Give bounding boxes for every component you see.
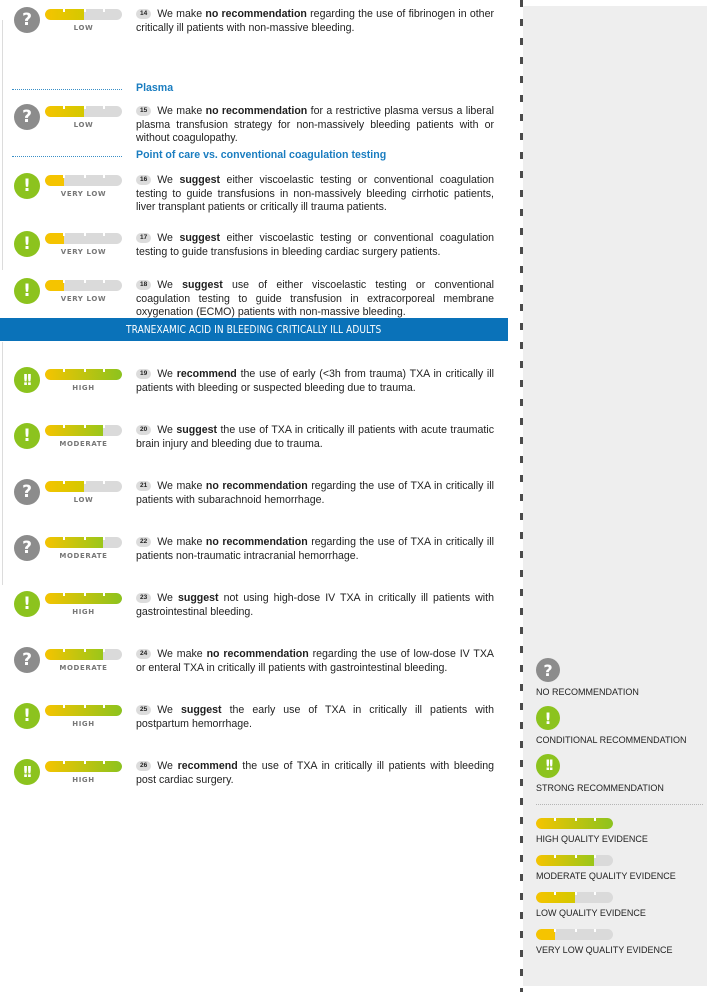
evidence-grade-label: HIGH bbox=[72, 776, 95, 784]
evidence-bar-fill bbox=[45, 649, 103, 660]
evidence-bar-fill bbox=[45, 537, 103, 548]
bar-notch bbox=[554, 818, 556, 821]
recommendation-number: 22 bbox=[136, 537, 151, 547]
bar-notch bbox=[63, 705, 65, 708]
bar-notch bbox=[84, 175, 86, 178]
recommendation-text bbox=[136, 760, 494, 787]
evidence-bar bbox=[536, 929, 613, 940]
bar-notch bbox=[63, 481, 65, 484]
bar-notch bbox=[63, 593, 65, 596]
bar-notch bbox=[84, 593, 86, 596]
evidence-bar bbox=[45, 175, 122, 186]
text-pre: We bbox=[157, 592, 178, 604]
question-icon: ? bbox=[14, 104, 40, 130]
bar-notch bbox=[575, 929, 577, 932]
evidence-bar bbox=[45, 761, 122, 772]
evidence-bar bbox=[45, 481, 122, 492]
text-pre: We bbox=[157, 174, 180, 186]
bar-notch bbox=[554, 892, 556, 895]
double-exclamation-icon: !! bbox=[14, 367, 40, 393]
text-strength: recommend bbox=[176, 368, 237, 380]
bar-notch bbox=[594, 892, 596, 895]
legend-label: LOW QUALITY EVIDENCE bbox=[536, 908, 646, 918]
legend-label: NO RECOMMENDATION bbox=[536, 687, 639, 697]
recommendation-text bbox=[136, 174, 494, 215]
bar-notch bbox=[63, 425, 65, 428]
evidence-grade-label: MODERATE bbox=[59, 552, 108, 560]
recommendation-number: 16 bbox=[136, 175, 151, 185]
text-pre: We make bbox=[157, 105, 206, 117]
section-header-tranexamic-acid bbox=[0, 318, 508, 341]
bar-notch bbox=[103, 280, 105, 283]
evidence-bar-fill bbox=[536, 929, 555, 940]
bar-notch bbox=[84, 280, 86, 283]
left-rule bbox=[2, 20, 3, 270]
text-strength: suggest bbox=[179, 232, 221, 244]
bar-notch bbox=[63, 649, 65, 652]
text-pre: We make bbox=[157, 480, 206, 492]
double-exclamation-icon: !! bbox=[14, 759, 40, 785]
evidence-grade-label: LOW bbox=[73, 121, 94, 129]
legend-divider bbox=[536, 804, 703, 805]
legend-panel bbox=[523, 6, 707, 986]
bar-notch bbox=[63, 537, 65, 540]
text-post: regarding the use of TXA in critically ill patients with subarachnoid hemorrhage. bbox=[136, 480, 494, 506]
recommendation-number: 21 bbox=[136, 481, 151, 491]
evidence-grade-label: HIGH bbox=[72, 608, 95, 616]
legend-label: MODERATE QUALITY EVIDENCE bbox=[536, 871, 676, 881]
evidence-grade-label: HIGH bbox=[72, 720, 95, 728]
evidence-bar bbox=[45, 537, 122, 548]
recommendation-text bbox=[136, 648, 494, 675]
text-strength: suggest bbox=[182, 279, 223, 291]
bar-notch bbox=[554, 929, 556, 932]
text-post: use of either viscoelastic testing or conventional coagulation testing to guide transfusion in extracorporeal membrane oxygenation (ECMO) patients with non-massive bleeding. bbox=[136, 279, 494, 319]
question-icon: ? bbox=[14, 7, 40, 33]
text-post: regarding the use of TXA in critically ill patients non-traumatic intracranial hemorrhage. bbox=[136, 536, 494, 562]
text-post: regarding the use of fibrinogen in other critically ill patients with non-massive bleeding. bbox=[136, 8, 494, 34]
recommendation-number: 26 bbox=[136, 761, 151, 771]
evidence-bar bbox=[45, 9, 122, 20]
text-pre: We bbox=[157, 704, 181, 716]
evidence-bar-fill bbox=[45, 280, 64, 291]
legend-label: STRONG RECOMMENDATION bbox=[536, 783, 664, 793]
text-strength: no recommendation bbox=[205, 536, 308, 548]
bar-notch bbox=[103, 175, 105, 178]
text-pre: We make bbox=[157, 536, 206, 548]
recommendation-number: 15 bbox=[136, 106, 151, 116]
text-strength: recommend bbox=[177, 760, 238, 772]
bar-notch bbox=[63, 175, 65, 178]
evidence-bar bbox=[45, 106, 122, 117]
bar-notch bbox=[84, 106, 86, 109]
evidence-bar bbox=[536, 892, 613, 903]
subhead-plasma: Plasma bbox=[136, 82, 174, 94]
text-post: either viscoelastic testing or conventional coagulation testing to guide transfusions in non-massively bleeding cirrhotic patients, liver transplant patients or critically ill trauma patients. bbox=[136, 174, 494, 214]
text-post: for a restrictive plasma versus a liberal plasma transfusion strategy for non-massively bleeding patients with or without coagulopathy. bbox=[136, 105, 494, 145]
legend-label: HIGH QUALITY EVIDENCE bbox=[536, 834, 648, 844]
bar-notch bbox=[103, 537, 105, 540]
recommendation-text bbox=[136, 232, 494, 259]
recommendation-number: 14 bbox=[136, 9, 151, 19]
bar-notch bbox=[63, 761, 65, 764]
text-strength: suggest bbox=[180, 704, 222, 716]
evidence-grade-label: HIGH bbox=[72, 384, 95, 392]
question-icon: ? bbox=[536, 658, 560, 682]
bar-notch bbox=[63, 233, 65, 236]
recommendation-text bbox=[136, 368, 494, 395]
bar-notch bbox=[84, 425, 86, 428]
recommendation-number: 20 bbox=[136, 425, 151, 435]
subhead-point-of-care: Point of care vs. conventional coagulation testing bbox=[136, 149, 387, 161]
evidence-bar bbox=[45, 369, 122, 380]
bar-notch bbox=[103, 369, 105, 372]
evidence-bar-fill bbox=[45, 425, 103, 436]
evidence-bar-fill bbox=[45, 175, 64, 186]
recommendation-number: 23 bbox=[136, 593, 151, 603]
recommendation-text bbox=[136, 480, 494, 507]
exclamation-icon: ! bbox=[14, 703, 40, 729]
recommendation-text bbox=[136, 105, 494, 146]
text-post: the early use of TXA in critically ill patients with postpartum hemorrhage. bbox=[136, 704, 494, 730]
bar-notch bbox=[594, 818, 596, 821]
evidence-grade-label: VERY LOW bbox=[60, 190, 107, 198]
bar-notch bbox=[84, 481, 86, 484]
double-exclamation-icon: !! bbox=[536, 754, 560, 778]
bar-notch bbox=[84, 649, 86, 652]
recommendation-text bbox=[136, 8, 494, 35]
bar-notch bbox=[103, 705, 105, 708]
recommendation-number: 17 bbox=[136, 233, 151, 243]
evidence-bar-fill bbox=[45, 233, 64, 244]
bar-notch bbox=[84, 705, 86, 708]
evidence-bar bbox=[45, 425, 122, 436]
bar-notch bbox=[63, 280, 65, 283]
recommendation-number: 19 bbox=[136, 369, 151, 379]
exclamation-icon: ! bbox=[14, 423, 40, 449]
text-pre: We bbox=[157, 279, 183, 291]
bar-notch bbox=[103, 481, 105, 484]
question-icon: ? bbox=[14, 647, 40, 673]
text-strength: suggest bbox=[179, 174, 221, 186]
text-strength: no recommendation bbox=[205, 480, 308, 492]
exclamation-icon: ! bbox=[14, 278, 40, 304]
text-pre: We bbox=[157, 368, 177, 380]
question-icon: ? bbox=[14, 535, 40, 561]
bar-notch bbox=[84, 537, 86, 540]
evidence-grade-label: VERY LOW bbox=[60, 295, 107, 303]
legend-cond bbox=[536, 706, 687, 745]
text-strength: suggest bbox=[177, 592, 219, 604]
recommendation-number: 25 bbox=[136, 705, 151, 715]
bar-notch bbox=[103, 761, 105, 764]
evidence-grade-label: MODERATE bbox=[59, 440, 108, 448]
bar-notch bbox=[103, 9, 105, 12]
text-strength: no recommendation bbox=[205, 105, 308, 117]
subhead-divider bbox=[12, 156, 122, 157]
bar-notch bbox=[103, 106, 105, 109]
bar-notch bbox=[63, 106, 65, 109]
legend-none bbox=[536, 658, 639, 697]
bar-notch bbox=[63, 369, 65, 372]
legend-evidence-level bbox=[536, 855, 676, 881]
evidence-bar bbox=[45, 705, 122, 716]
legend-evidence-level bbox=[536, 929, 673, 955]
evidence-bar bbox=[45, 593, 122, 604]
exclamation-icon: ! bbox=[14, 173, 40, 199]
legend-evidence-level bbox=[536, 892, 646, 918]
recommendation-text bbox=[136, 536, 494, 563]
recommendation-number: 24 bbox=[136, 649, 151, 659]
subhead-divider bbox=[12, 89, 122, 90]
bar-notch bbox=[84, 369, 86, 372]
evidence-bar bbox=[536, 818, 613, 829]
evidence-grade-label: VERY LOW bbox=[60, 248, 107, 256]
evidence-bar bbox=[45, 233, 122, 244]
text-strength: no recommendation bbox=[206, 648, 309, 660]
bar-notch bbox=[103, 649, 105, 652]
bar-notch bbox=[594, 929, 596, 932]
bar-notch bbox=[63, 9, 65, 12]
bar-notch bbox=[103, 425, 105, 428]
legend-evidence-level bbox=[536, 818, 648, 844]
recommendation-text bbox=[136, 704, 494, 731]
legend-label: CONDITIONAL RECOMMENDATION bbox=[536, 735, 687, 745]
text-pre: We make bbox=[157, 8, 206, 20]
text-post: the use of early (<3h from trauma) TXA in critically ill patients with bleeding or suspected bleeding due to trauma. bbox=[136, 368, 494, 394]
legend-label: VERY LOW QUALITY EVIDENCE bbox=[536, 945, 673, 955]
text-pre: We bbox=[157, 232, 180, 244]
bar-notch bbox=[84, 9, 86, 12]
bar-notch bbox=[594, 855, 596, 858]
evidence-grade-label: MODERATE bbox=[59, 664, 108, 672]
legend-strong bbox=[536, 754, 664, 793]
bar-notch bbox=[575, 855, 577, 858]
text-post: not using high-dose IV TXA in critically ill patients with gastrointestinal bleeding. bbox=[136, 592, 494, 618]
evidence-bar bbox=[536, 855, 613, 866]
bar-notch bbox=[84, 233, 86, 236]
bar-notch bbox=[575, 892, 577, 895]
text-post: regarding the use of low-dose IV TXA or enteral TXA in critically ill patients with gastrointestinal bleeding. bbox=[136, 648, 495, 674]
evidence-grade-label: LOW bbox=[73, 24, 94, 32]
text-pre: We bbox=[157, 760, 178, 772]
text-strength: suggest bbox=[176, 424, 218, 436]
left-rule bbox=[2, 342, 3, 585]
bar-notch bbox=[554, 855, 556, 858]
question-icon: ? bbox=[14, 479, 40, 505]
evidence-bar-fill bbox=[536, 855, 594, 866]
text-pre: We make bbox=[157, 648, 207, 660]
text-pre: We bbox=[157, 424, 177, 436]
evidence-bar bbox=[45, 280, 122, 291]
bar-notch bbox=[575, 818, 577, 821]
section-header-title: TRANEXAMIC ACID IN BLEEDING CRITICALLY ILL ADULTS bbox=[126, 323, 382, 336]
exclamation-icon: ! bbox=[14, 591, 40, 617]
recommendation-text bbox=[136, 424, 494, 451]
evidence-grade-label: LOW bbox=[73, 496, 94, 504]
bar-notch bbox=[84, 761, 86, 764]
exclamation-icon: ! bbox=[536, 706, 560, 730]
bar-notch bbox=[103, 233, 105, 236]
bar-notch bbox=[103, 593, 105, 596]
text-post: the use of TXA in critically ill patients with acute traumatic brain injury and bleeding due to trauma. bbox=[136, 424, 494, 450]
exclamation-icon: ! bbox=[14, 231, 40, 257]
text-post: either viscoelastic testing or conventional coagulation testing to guide transfusions in bleeding cardiac surgery patients. bbox=[136, 232, 494, 258]
text-post: the use of TXA in critically ill patients with bleeding post cardiac surgery. bbox=[136, 760, 494, 786]
recommendation-number: 18 bbox=[136, 280, 151, 290]
evidence-bar bbox=[45, 649, 122, 660]
recommendation-text bbox=[136, 279, 494, 320]
text-strength: no recommendation bbox=[205, 8, 307, 20]
recommendation-text bbox=[136, 592, 494, 619]
